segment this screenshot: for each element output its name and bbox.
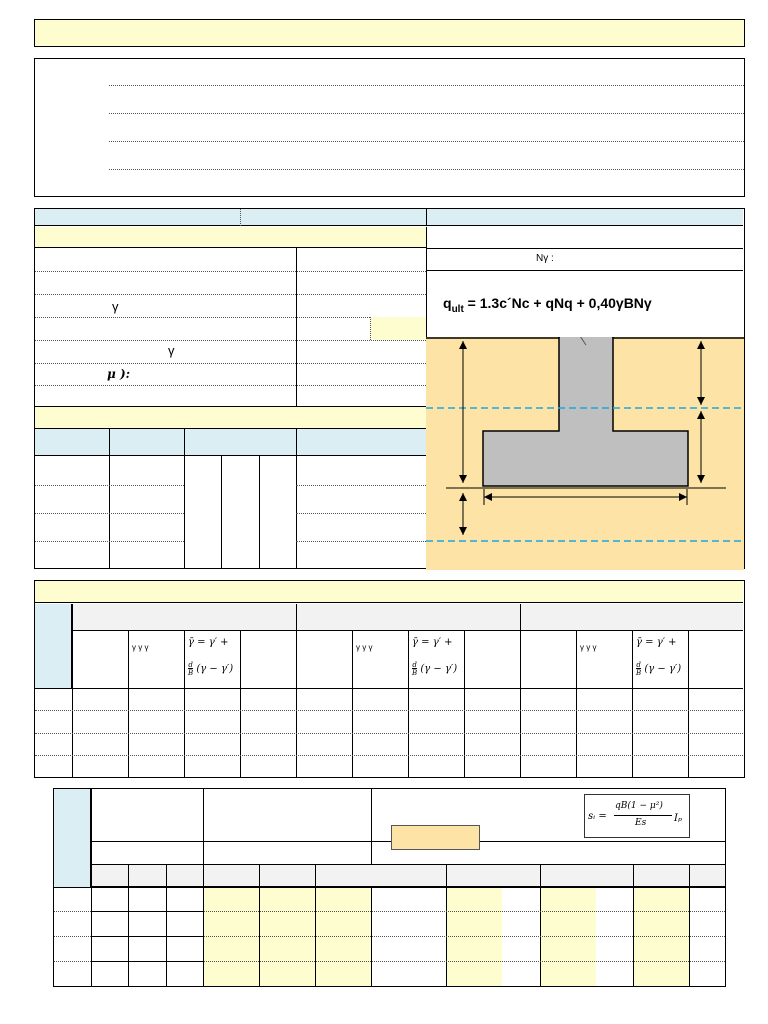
settlement-input-cell[interactable] xyxy=(391,825,480,850)
formula-lhs: sᵢ = xyxy=(588,811,607,822)
bearing-capacity-formula: $q_{ult}$ = 1.3c´Nc + qNq + 0,40γBNγ xyxy=(443,295,652,315)
section3-left-col xyxy=(54,789,91,887)
foundation-table-header xyxy=(35,429,426,456)
input-cell-highlight[interactable] xyxy=(370,317,426,340)
info-line-4 xyxy=(109,169,744,170)
soil-properties-header xyxy=(35,227,426,248)
gamma-cols-2: γ γ γ xyxy=(356,643,373,652)
gamma-symbol-2: γ xyxy=(168,343,175,358)
yellow-col-2 xyxy=(446,888,502,986)
project-info-box xyxy=(34,58,745,197)
gamma-cols-3: γ γ γ xyxy=(580,643,597,652)
section-properties xyxy=(34,208,745,569)
section3-col-header xyxy=(92,865,725,887)
title-bar xyxy=(34,19,745,47)
yellow-col-3 xyxy=(540,888,596,986)
formula-num: qB(1 − μ²) xyxy=(615,801,663,811)
section2-subheader xyxy=(73,604,743,631)
formula-rhs: Iₚ xyxy=(674,813,682,824)
gamma-frac-2: $\frac{d}{B} (\gamma - \gamma')$ xyxy=(412,661,458,677)
formula-den: Es xyxy=(635,818,647,828)
gamma-symbol-1: γ xyxy=(112,299,119,314)
info-line-2 xyxy=(109,113,744,114)
section-settlement xyxy=(53,788,726,987)
info-line-1 xyxy=(109,85,744,86)
gamma-eq-3: γ̄ = γ′ + xyxy=(636,637,677,648)
info-line-3 xyxy=(109,141,744,142)
gamma-frac-1: $\frac{d}{B} (\gamma - \gamma')$ xyxy=(188,661,234,677)
section-unit-weight xyxy=(34,580,745,778)
gamma-eq-2: γ̄ = γ′ + xyxy=(412,637,453,648)
section2-header xyxy=(35,581,743,603)
yellow-col-1 xyxy=(203,888,371,986)
footing-diagram xyxy=(426,337,744,570)
gamma-frac-3: $\frac{d}{B} (\gamma - \gamma')$ xyxy=(636,661,682,677)
poisson-label: μ ): xyxy=(107,367,131,381)
section1-header xyxy=(35,209,743,226)
gamma-eq-1: γ̄ = γ′ + xyxy=(188,637,229,648)
settlement-formula-box xyxy=(584,794,690,838)
foundation-header xyxy=(35,406,426,429)
yellow-col-4 xyxy=(633,888,689,986)
ngamma-label: Nγ : xyxy=(536,253,554,264)
section2-left-col xyxy=(35,604,72,688)
gamma-cols-1: γ γ γ xyxy=(132,643,149,652)
